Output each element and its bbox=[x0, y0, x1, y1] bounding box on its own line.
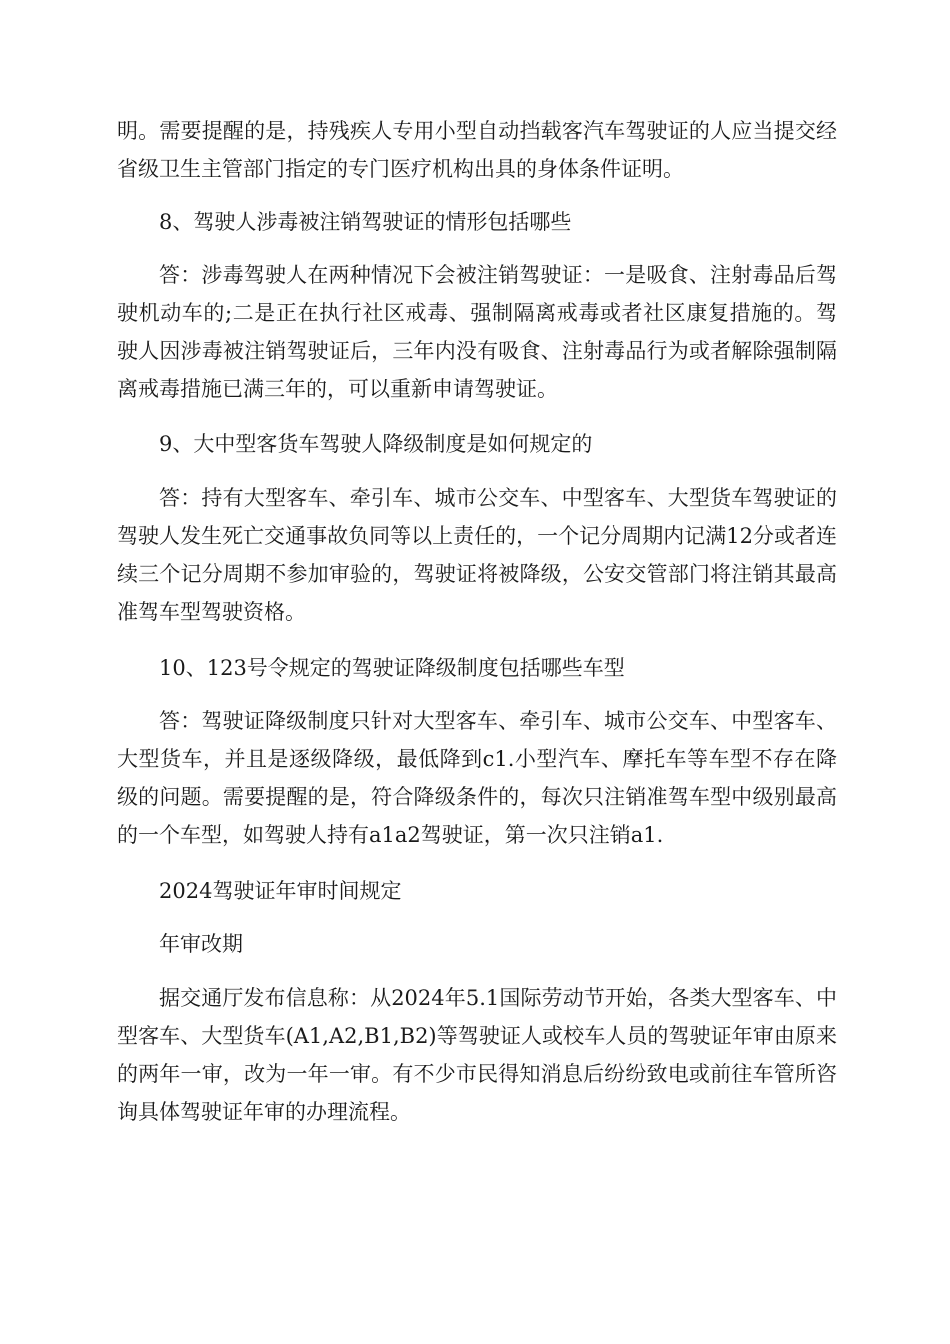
body-paragraph-announcement: 据交通厅发布信息称：从2024年5.1国际劳动节开始，各类大型客车、中型客车、大型货车(A1,A2,B1,B2)等驾驶证人或校车人员的驾驶证年审由原来的两年一审，改为一年一审。有不少市民得知消息后纷纷致电或前往车管所咨询具体驾驶证年审的办理流程。 bbox=[117, 986, 837, 1124]
question-heading-10: 10、123号令规定的驾驶证降级制度包括哪些车型 bbox=[159, 656, 625, 680]
question-heading-9: 9、大中型客货车驾驶人降级制度是如何规定的 bbox=[159, 432, 593, 456]
subheading-review-change: 年审改期 bbox=[159, 932, 243, 956]
question-heading-8: 8、驾驶人涉毒被注销驾驶证的情形包括哪些 bbox=[159, 210, 572, 234]
answer-paragraph-10: 答：驾驶证降级制度只针对大型客车、牵引车、城市公交车、中型客车、大型货车，并且是逐级降级，最低降到c1.小型汽车、摩托车等车型不存在降级的问题。需要提醒的是，符合降级条件的，每次只注销准驾车型中级别最高的一个车型，如驾驶人持有a1a2驾驶证，第一次只注销a1. bbox=[117, 709, 837, 847]
answer-paragraph-8: 答：涉毒驾驶人在两种情况下会被注销驾驶证：一是吸食、注射毒品后驾驶机动车的;二是正在执行社区戒毒、强制隔离戒毒或者社区康复措施的。驾驶人因涉毒被注销驾驶证后，三年内没有吸食、注射毒品行为或者解除强制隔离戒毒措施已满三年的，可以重新申请驾驶证。 bbox=[117, 263, 837, 401]
paragraph-continuation: 明。需要提醒的是，持残疾人专用小型自动挡载客汽车驾驶证的人应当提交经省级卫生主管部门指定的专门医疗机构出具的身体条件证明。 bbox=[117, 119, 837, 181]
answer-paragraph-9: 答：持有大型客车、牵引车、城市公交车、中型客车、大型货车驾驶证的驾驶人发生死亡交通事故负同等以上责任的，一个记分周期内记满12分或者连续三个记分周期不参加审验的，驾驶证将被降级，公安交管部门将注销其最高准驾车型驾驶资格。 bbox=[117, 486, 837, 624]
section-heading-annual-review: 2024驾驶证年审时间规定 bbox=[159, 879, 402, 903]
